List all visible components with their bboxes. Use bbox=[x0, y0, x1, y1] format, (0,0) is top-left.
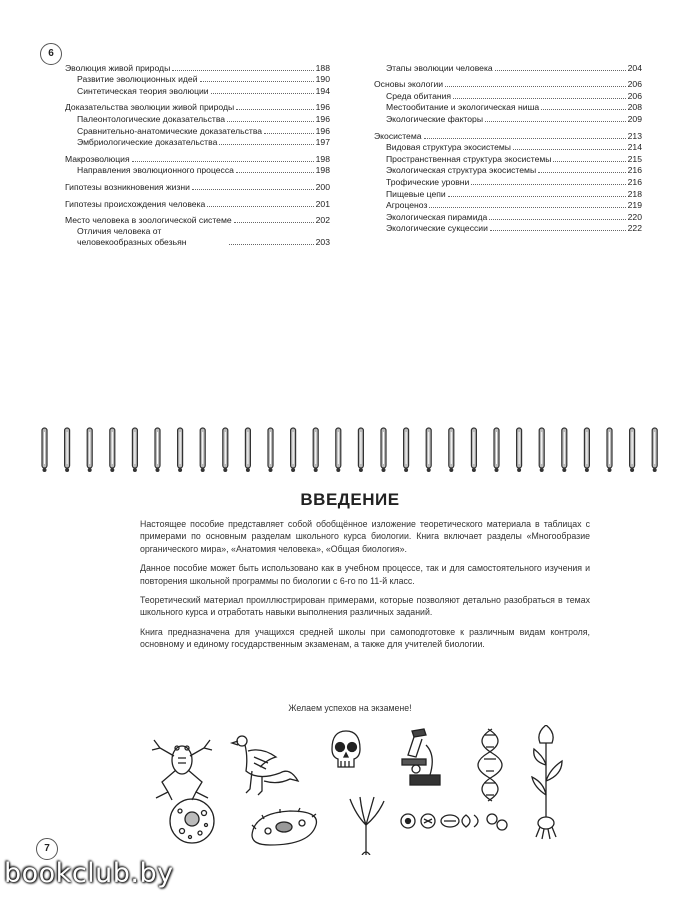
toc-entry-title: Экологические факторы bbox=[386, 113, 484, 124]
toc-entry bbox=[374, 223, 642, 235]
tulip-plant-icon bbox=[532, 725, 562, 839]
toc-entry bbox=[65, 102, 330, 114]
toc-leader-dots bbox=[227, 121, 314, 122]
toc-entry-page: 213 bbox=[627, 130, 642, 141]
skull-icon bbox=[332, 731, 360, 767]
intro-paragraph: Книга предназначена для учащихся средней школы при самоподготовке к различным видам контроля, основному и единому государственным экзаменам, а также для учителей биологии. bbox=[140, 626, 590, 650]
toc-leader-dots bbox=[211, 93, 314, 94]
dna-icon bbox=[478, 729, 502, 801]
spiral-ring bbox=[110, 428, 115, 472]
spiral-ring bbox=[268, 428, 273, 472]
toc-leader-dots bbox=[538, 172, 626, 173]
toc-entry-title: Доказательства эволюции живой природы bbox=[65, 102, 235, 113]
toc-entry-page: 197 bbox=[315, 137, 330, 148]
toc-entry-title: Видовая структура экосистемы bbox=[386, 142, 511, 153]
toc-entry-title: Экологическая структура экосистемы bbox=[386, 165, 537, 176]
hydra-icon bbox=[350, 797, 384, 855]
toc-entry bbox=[374, 165, 642, 177]
toc-entry-title: Гипотезы возникновения жизни bbox=[65, 181, 190, 192]
toc-entry-title: Экосистема bbox=[374, 130, 422, 141]
intro-paragraph: Настоящее пособие представляет собой обобщённое изложение теоретического материала в таблицах с примерами по основным разделам школьного курса биологии. Книга включает разделы «Многообразие органического мира», «Анатомия человека», «Общая биология». bbox=[140, 519, 590, 554]
spiral-ring bbox=[178, 428, 183, 472]
spiral-ring bbox=[562, 428, 567, 472]
toc-entry-title: Палеонтологические доказательства bbox=[77, 113, 226, 124]
toc-entry-page: 196 bbox=[315, 102, 330, 113]
frog-icon bbox=[152, 740, 212, 800]
toc-entry bbox=[374, 130, 642, 142]
spiral-ring bbox=[313, 428, 318, 472]
page-title: ВВЕДЕНИЕ bbox=[300, 490, 400, 509]
toc-entry bbox=[65, 137, 330, 149]
toc-entry-page: 216 bbox=[627, 165, 642, 176]
toc-entry-page: 208 bbox=[627, 102, 642, 113]
toc-entry-page: 219 bbox=[627, 200, 642, 211]
toc-entry-page: 206 bbox=[627, 90, 642, 101]
spiral-ring bbox=[449, 428, 454, 472]
toc-leader-dots bbox=[192, 189, 314, 190]
page-number-top: 6 bbox=[40, 43, 62, 65]
toc-entry-title: Сравнительно-анатомические доказательства bbox=[77, 125, 263, 136]
toc-leader-dots bbox=[264, 133, 314, 134]
toc-entry bbox=[65, 165, 330, 177]
toc-entry-page: 204 bbox=[627, 62, 642, 73]
toc-entry-title: Гипотезы происхождения человека bbox=[65, 198, 206, 209]
toc-entry-title: Синтетическая теория эволюции bbox=[77, 85, 209, 96]
toc-leader-dots bbox=[236, 172, 314, 173]
paramecium-icon bbox=[252, 808, 316, 845]
spiral-ring bbox=[426, 428, 431, 472]
toc-leader-dots bbox=[229, 244, 314, 245]
intro-text bbox=[140, 518, 590, 658]
toc-leader-dots bbox=[236, 109, 314, 110]
spiral-ring bbox=[539, 428, 544, 472]
toc-entry-page: 194 bbox=[315, 85, 330, 96]
toc-entry-title: Трофические уровни bbox=[386, 176, 470, 187]
spiral-binding bbox=[36, 426, 666, 474]
toc-entry-page: 201 bbox=[315, 198, 330, 209]
toc-entry-title: Основы экологии bbox=[374, 79, 444, 90]
toc-entry-page: 203 bbox=[315, 237, 330, 248]
spiral-ring bbox=[517, 428, 522, 472]
toc-entry-title: Пространственная структура экосистемы bbox=[386, 153, 552, 164]
toc-entry bbox=[374, 79, 642, 91]
wish-text: Желаем успехов на экзамене! bbox=[288, 703, 412, 713]
toc-entry bbox=[65, 198, 330, 210]
toc-entry-page: 200 bbox=[315, 181, 330, 192]
toc-entry bbox=[65, 215, 330, 227]
spiral-ring bbox=[381, 428, 386, 472]
spiral-ring bbox=[584, 428, 589, 472]
toc-leader-dots bbox=[513, 149, 626, 150]
spiral-ring bbox=[404, 428, 409, 472]
toc-entry bbox=[65, 226, 330, 248]
spiral-ring bbox=[132, 428, 137, 472]
toc-entry-title: Эмбриологические доказательства bbox=[77, 137, 218, 148]
toc-entry bbox=[374, 142, 642, 154]
toc-leader-dots bbox=[485, 121, 626, 122]
page-number-bottom: 7 bbox=[36, 838, 58, 860]
spiral-ring bbox=[42, 428, 47, 472]
toc-entry bbox=[65, 153, 330, 165]
toc-leader-dots bbox=[424, 138, 626, 139]
cell-icon bbox=[170, 799, 214, 843]
toc-leader-dots bbox=[471, 184, 625, 185]
toc-entry bbox=[374, 62, 642, 74]
spiral-ring bbox=[607, 428, 612, 472]
toc-leader-dots bbox=[132, 161, 314, 162]
spiral-ring bbox=[245, 428, 250, 472]
toc-leader-dots bbox=[200, 81, 314, 82]
toc-entry-page: 206 bbox=[627, 79, 642, 90]
toc-entry-title: Развитие эволюционных идей bbox=[77, 74, 198, 85]
toc-entry-title: Отличия человека от человекообразных обезьян bbox=[77, 226, 187, 248]
toc-leader-dots bbox=[541, 109, 625, 110]
toc-entry-page: 190 bbox=[315, 74, 330, 85]
toc-entry-title: Экологическая пирамида bbox=[386, 211, 488, 222]
toc-entry-title: Агроценоз bbox=[386, 200, 428, 211]
toc-entry-page: 196 bbox=[315, 113, 330, 124]
toc-leader-dots bbox=[429, 207, 625, 208]
toc-entry-page: 222 bbox=[627, 223, 642, 234]
toc-entry-page: 188 bbox=[315, 62, 330, 73]
bird-icon bbox=[232, 736, 298, 795]
toc-leader-dots bbox=[448, 196, 626, 197]
toc-leader-dots bbox=[490, 230, 626, 231]
spiral-ring bbox=[358, 428, 363, 472]
spiral-ring bbox=[223, 428, 228, 472]
toc-entry-title: Среда обитания bbox=[386, 90, 452, 101]
toc-entry bbox=[65, 62, 330, 74]
toc-entry-page: 202 bbox=[315, 215, 330, 226]
toc-entry bbox=[65, 113, 330, 125]
toc-entry bbox=[374, 102, 642, 114]
toc-leader-dots bbox=[207, 206, 313, 207]
toc-entry bbox=[65, 85, 330, 97]
toc-leader-dots bbox=[489, 219, 625, 220]
toc-entry-title: Направления эволюционного процесса bbox=[77, 165, 234, 176]
toc-entry-title: Эволюция живой природы bbox=[65, 62, 171, 73]
toc-entry bbox=[374, 200, 642, 212]
toc-entry-page: 216 bbox=[627, 176, 642, 187]
toc-entry bbox=[374, 176, 642, 188]
toc-entry bbox=[374, 90, 642, 102]
toc-leader-dots bbox=[234, 222, 314, 223]
toc-entry-title: Пищевые цепи bbox=[386, 188, 446, 199]
microscope-icon bbox=[402, 729, 440, 785]
toc-entry-title: Этапы эволюции человека bbox=[386, 62, 493, 73]
spiral-ring bbox=[155, 428, 160, 472]
toc-entry bbox=[374, 211, 642, 223]
toc-entry bbox=[65, 74, 330, 86]
toc-left-column bbox=[65, 62, 330, 248]
intro-paragraph: Теоретический материал проиллюстрирован примерами, которые позволяют детально разобраться в темах школьного курса и отработать навыки выполнения различных заданий. bbox=[140, 595, 590, 618]
toc-entry bbox=[374, 153, 642, 165]
spiral-ring bbox=[87, 428, 92, 472]
toc-entry-page: 220 bbox=[627, 211, 642, 222]
spiral-ring bbox=[336, 428, 341, 472]
toc-entry-page: 214 bbox=[627, 142, 642, 153]
toc-entry bbox=[374, 113, 642, 125]
toc-entry bbox=[65, 125, 330, 137]
spiral-ring bbox=[630, 428, 635, 472]
toc-entry-title: Местообитание и экологическая ниша bbox=[386, 102, 540, 113]
toc-leader-dots bbox=[445, 86, 626, 87]
toc-entry-page: 218 bbox=[627, 188, 642, 199]
toc-entry-page: 209 bbox=[627, 113, 642, 124]
toc-entry-title: Макроэволюция bbox=[65, 153, 130, 164]
toc-entry-page: 196 bbox=[315, 125, 330, 136]
toc-entry-page: 198 bbox=[315, 153, 330, 164]
spiral-ring bbox=[200, 428, 205, 472]
watermark: bookclub.by bbox=[4, 858, 174, 889]
toc-entry-page: 198 bbox=[315, 165, 330, 176]
cell-division-icon bbox=[401, 814, 507, 830]
toc-leader-dots bbox=[219, 144, 313, 145]
toc-entry bbox=[374, 188, 642, 200]
spiral-ring bbox=[471, 428, 476, 472]
toc-leader-dots bbox=[553, 161, 625, 162]
toc-leader-dots bbox=[172, 70, 313, 71]
toc-leader-dots bbox=[495, 70, 626, 71]
toc-entry-page: 215 bbox=[627, 153, 642, 164]
toc-entry bbox=[65, 181, 330, 193]
biology-illustrations bbox=[150, 725, 590, 855]
spiral-ring bbox=[65, 428, 70, 472]
toc-entry-title: Место человека в зоологической системе bbox=[65, 215, 232, 226]
spiral-ring bbox=[652, 428, 657, 472]
toc-right-column bbox=[374, 62, 642, 234]
intro-paragraph: Данное пособие может быть использовано как в учебном процессе, так и для самостоятельного изучения и повторения школьной программы по биологии с 6-го по 11-й класс. bbox=[140, 563, 590, 586]
spiral-ring bbox=[494, 428, 499, 472]
toc-leader-dots bbox=[453, 98, 626, 99]
spiral-ring bbox=[291, 428, 296, 472]
toc-entry-title: Экологические сукцессии bbox=[386, 223, 488, 234]
